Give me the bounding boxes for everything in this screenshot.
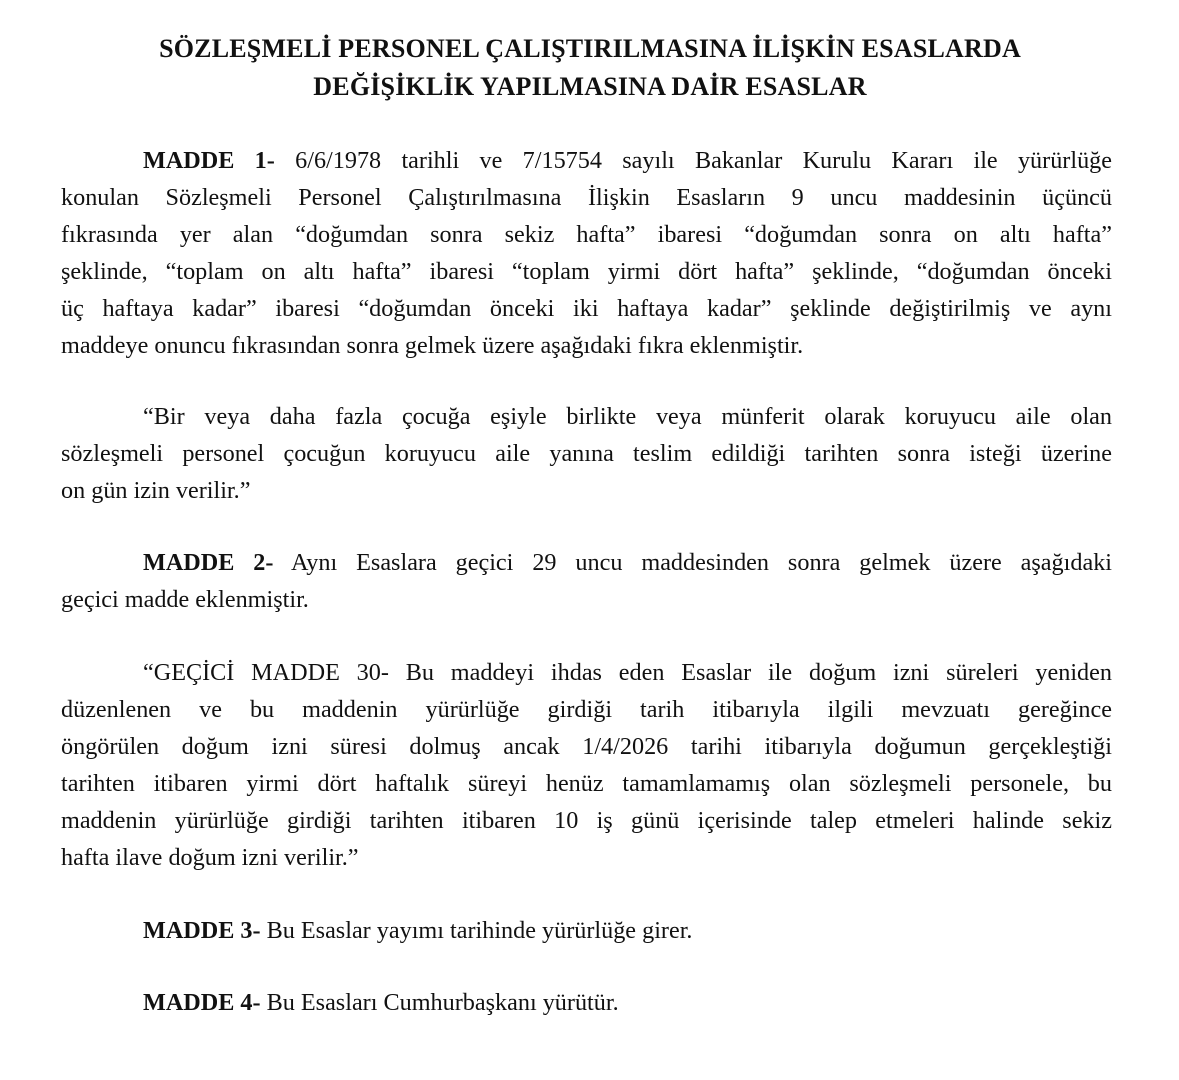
- madde-1-line-6: maddeye onuncu fıkrasından sonra gelmek üzere aşağıdaki fıkra eklenmiştir.: [61, 332, 804, 359]
- madde-4-text: Bu Esasları Cumhurbaşkanı yürütür.: [260, 989, 619, 1016]
- madde-4-label: MADDE 4-: [143, 989, 261, 1016]
- madde-1-text-1: 6/6/1978 tarihli ve 7/15754 sayılı Bakanlar Kurulu Kararı ile yürürlüğe: [274, 147, 1112, 174]
- quote-2-line-6: hafta ilave doğum izni verilir.”: [61, 844, 359, 871]
- quote-1-line-1: “Bir veya daha fazla çocuğa eşiyle birlikte veya münferit olarak koruyucu aile olan: [143, 403, 1112, 430]
- madde-1-line-4: şeklinde, “toplam on altı hafta” ibaresi “toplam yirmi dört hafta” şeklinde, “doğumdan önceki: [61, 258, 1112, 285]
- madde-2-line-1: [143, 546, 1112, 580]
- quote-1-line-3: on gün izin verilir.”: [61, 477, 251, 504]
- madde-3-line: [143, 914, 1112, 948]
- madde-2-text-1: Aynı Esaslara geçici 29 uncu maddesinden sonra gelmek üzere aşağıdaki: [273, 549, 1113, 576]
- quote-2-line-4: tarihten itibaren yirmi dört haftalık süreyi henüz tamamlamamış olan sözleşmeli personele, bu: [61, 770, 1112, 797]
- madde-1-line-5: üç haftaya kadar” ibaresi “doğumdan önceki iki haftaya kadar” şeklinde değiştirilmiş ve aynı: [61, 295, 1112, 322]
- madde-1-line-2: konulan Sözleşmeli Personel Çalıştırılmasına İlişkin Esasların 9 uncu maddesinin üçüncü: [61, 184, 1112, 211]
- madde-2-line-2: geçici madde eklenmiştir.: [61, 586, 309, 613]
- madde-3-text: Bu Esaslar yayımı tarihinde yürürlüğe girer.: [260, 917, 693, 944]
- quote-2-line-5: maddenin yürürlüğe girdiği tarihten itibaren 10 iş günü içerisinde talep etmeleri halinde sekiz: [61, 807, 1112, 834]
- document-title-line-2: DEĞİŞİKLİK YAPILMASINA DAİR ESASLAR: [313, 72, 867, 101]
- madde-2-label: MADDE 2-: [143, 549, 274, 576]
- quote-2-line-1: “GEÇİCİ MADDE 30- Bu maddeyi ihdas eden Esaslar ile doğum izni süreleri yeniden: [143, 659, 1112, 686]
- madde-1-line-3: fıkrasında yer alan “doğumdan sonra sekiz hafta” ibaresi “doğumdan sonra on altı hafta”: [61, 221, 1112, 248]
- madde-3-label: MADDE 3-: [143, 917, 261, 944]
- quote-2-line-3: öngörülen doğum izni süresi dolmuş ancak 1/4/2026 tarihi itibarıyla doğumun gerçekleştiği: [61, 733, 1112, 760]
- madde-1-label: MADDE 1-: [143, 147, 275, 174]
- madde-4-line: [143, 986, 1112, 1020]
- quote-1-line-2: sözleşmeli personel çocuğun koruyucu aile yanına teslim edildiği tarihten sonra isteği üzerine: [61, 440, 1112, 467]
- madde-1-line-1: [143, 144, 1112, 178]
- quote-2-line-2: düzenlenen ve bu maddenin yürürlüğe girdiği tarih itibarıyla ilgili mevzuatı gereğince: [61, 696, 1112, 723]
- document-title-line-1: SÖZLEŞMELİ PERSONEL ÇALIŞTIRILMASINA İLİŞKİN ESASLARDA: [159, 34, 1021, 63]
